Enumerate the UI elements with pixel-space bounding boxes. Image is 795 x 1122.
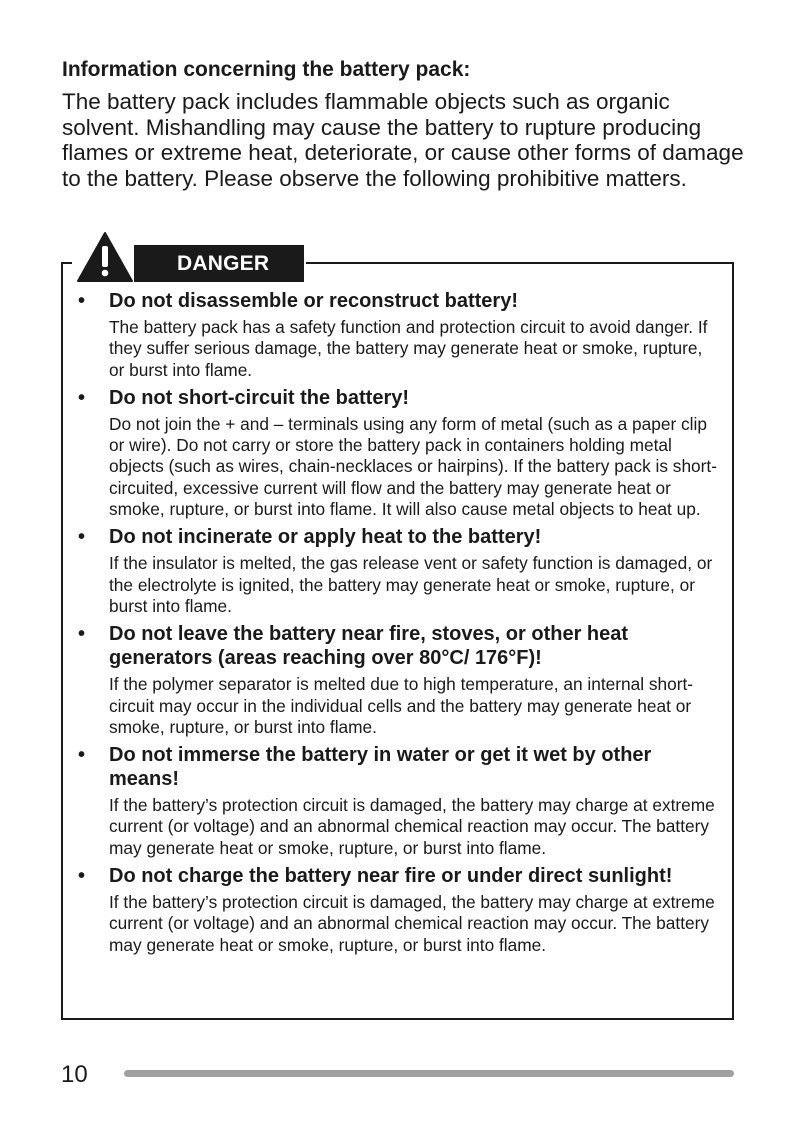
item-title: Do not incinerate or apply heat to the battery! (109, 526, 542, 549)
intro-paragraph: The battery pack includes flammable objects such as organic solvent. Mishandling may cause the battery to rupture producing flames or extreme heat, deteriorate, or cause other forms of damage to the battery. Please observe the following prohibitive matters. (62, 89, 744, 191)
bullet: • (78, 386, 86, 409)
list-item (78, 743, 722, 859)
bullet: • (78, 744, 86, 767)
item-body: The battery pack has a safety function and protection circuit to avoid danger. If they suffer serious damage, the battery may generate heat or smoke, rupture, or burst into flame. (109, 317, 708, 380)
page-number: 10 (61, 1061, 88, 1088)
item-body: If the battery’s protection circuit is damaged, the battery may charge at extreme current (or voltage) and an abnormal chemical reaction may occur. The battery may generate heat or smoke, rupture, or burst into flame. (109, 892, 715, 955)
footer-rule (124, 1070, 734, 1077)
item-body: If the polymer separator is melted due to high temperature, an internal short-circuit may occur in the individual cells and the battery may generate heat or smoke, rupture, or burst into flame. (109, 674, 694, 737)
list-item (78, 289, 722, 381)
item-title: Do not disassemble or reconstruct battery! (109, 290, 518, 312)
item-body: Do not join the + and – terminals using any form of metal (such as a paper clip or wire). Do not carry or store the battery pack in containers holding metal objects (such as wires, chain-necklaces or hairpins). If the battery pack is short-circuited, excessive current will flow and the battery may generate heat or smoke, rupture, or burst into flame. It will also cause metal objects to heat up. (109, 413, 717, 520)
item-title: Do not short-circuit the battery! (109, 386, 410, 409)
list-item (78, 525, 722, 617)
bullet: • (78, 290, 86, 312)
item-body: If the insulator is melted, the gas release vent or safety function is damaged, or the electrolyte is ignited, the battery may generate heat or smoke, rupture, or burst into flame. (109, 553, 713, 616)
item-title: Do not charge the battery near fire or under direct sunlight! (109, 865, 673, 888)
list-item (78, 622, 722, 738)
item-title: Do not immerse the battery in water or get it wet by other means! (109, 744, 652, 791)
danger-list (78, 289, 722, 961)
bullet: • (78, 526, 86, 549)
danger-label: DANGER (134, 245, 304, 282)
warning-triangle-icon (76, 231, 134, 283)
list-item (78, 864, 722, 956)
section-heading: Information concerning the battery pack: (62, 58, 471, 81)
item-title: Do not leave the battery near fire, stoves, or other heat generators (areas reaching over 80°C/ 176°F)! (109, 623, 629, 670)
item-body: If the battery’s protection circuit is damaged, the battery may charge at extreme current (or voltage) and an abnormal chemical reaction may occur. The battery may generate heat or smoke, rupture, or burst into flame. (109, 795, 715, 858)
list-item (78, 386, 722, 520)
bullet: • (78, 623, 86, 646)
bullet: • (78, 865, 86, 888)
